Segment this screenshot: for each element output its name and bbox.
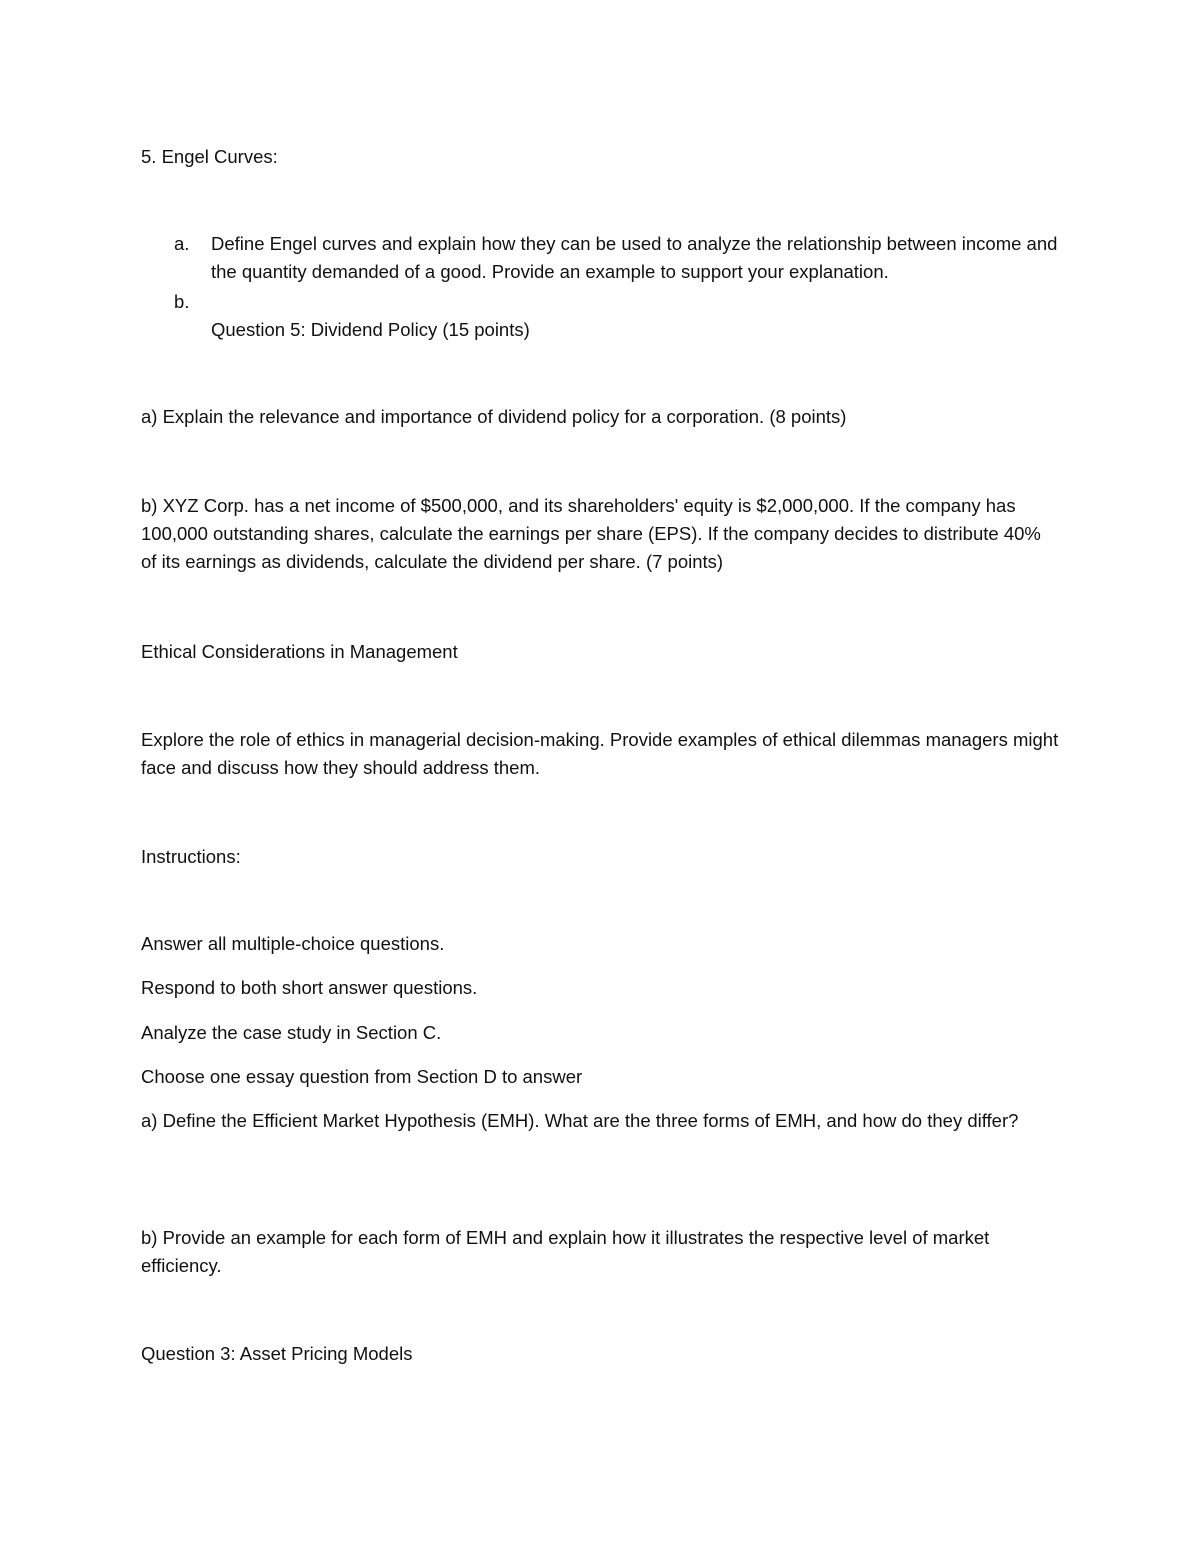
ethics-text: Explore the role of ethics in managerial decision-making. Provide examples of ethical dilemmas managers might face and discuss how they should address them. xyxy=(141,729,1059,778)
asset-pricing-heading: Question 3: Asset Pricing Models xyxy=(141,1343,413,1364)
emh-question-b: b) Provide an example for each form of EMH and explain how it illustrates the respective level of market efficiency. xyxy=(141,1227,990,1276)
dividend-question-a: a) Explain the relevance and importance of dividend policy for a corporation. (8 points) xyxy=(141,406,847,427)
list-item-a-marker: a. xyxy=(174,233,190,254)
list-item-a-text: Define Engel curves and explain how they can be used to analyze the relationship between income and the quantity demanded of a good. Provide an example to support your explanation. xyxy=(211,233,1058,282)
engel-curves-heading: 5. Engel Curves: xyxy=(141,146,278,167)
dividend-question-b: b) XYZ Corp. has a net income of $500,000, and its shareholders' equity is $2,000,000. If the company has 100,000 outstanding shares, calculate the earnings per share (EPS). If the company decides to distribute 40% of its earnings as dividends, calculate the dividend per share. (7 points) xyxy=(141,495,1041,572)
dividend-policy-heading: Question 5: Dividend Policy (15 points) xyxy=(211,319,530,340)
instruction-item: Analyze the case study in Section C. xyxy=(141,1022,442,1043)
emh-question-a: a) Define the Efficient Market Hypothesis (EMH). What are the three forms of EMH, and how do they differ? xyxy=(141,1110,1019,1131)
instruction-item: Answer all multiple-choice questions. xyxy=(141,933,445,954)
instruction-item: Respond to both short answer questions. xyxy=(141,977,478,998)
instruction-item: Choose one essay question from Section D to answer xyxy=(141,1066,583,1087)
ethics-heading: Ethical Considerations in Management xyxy=(141,641,458,662)
list-item-b-marker: b. xyxy=(174,291,190,312)
instructions-heading: Instructions: xyxy=(141,846,241,867)
